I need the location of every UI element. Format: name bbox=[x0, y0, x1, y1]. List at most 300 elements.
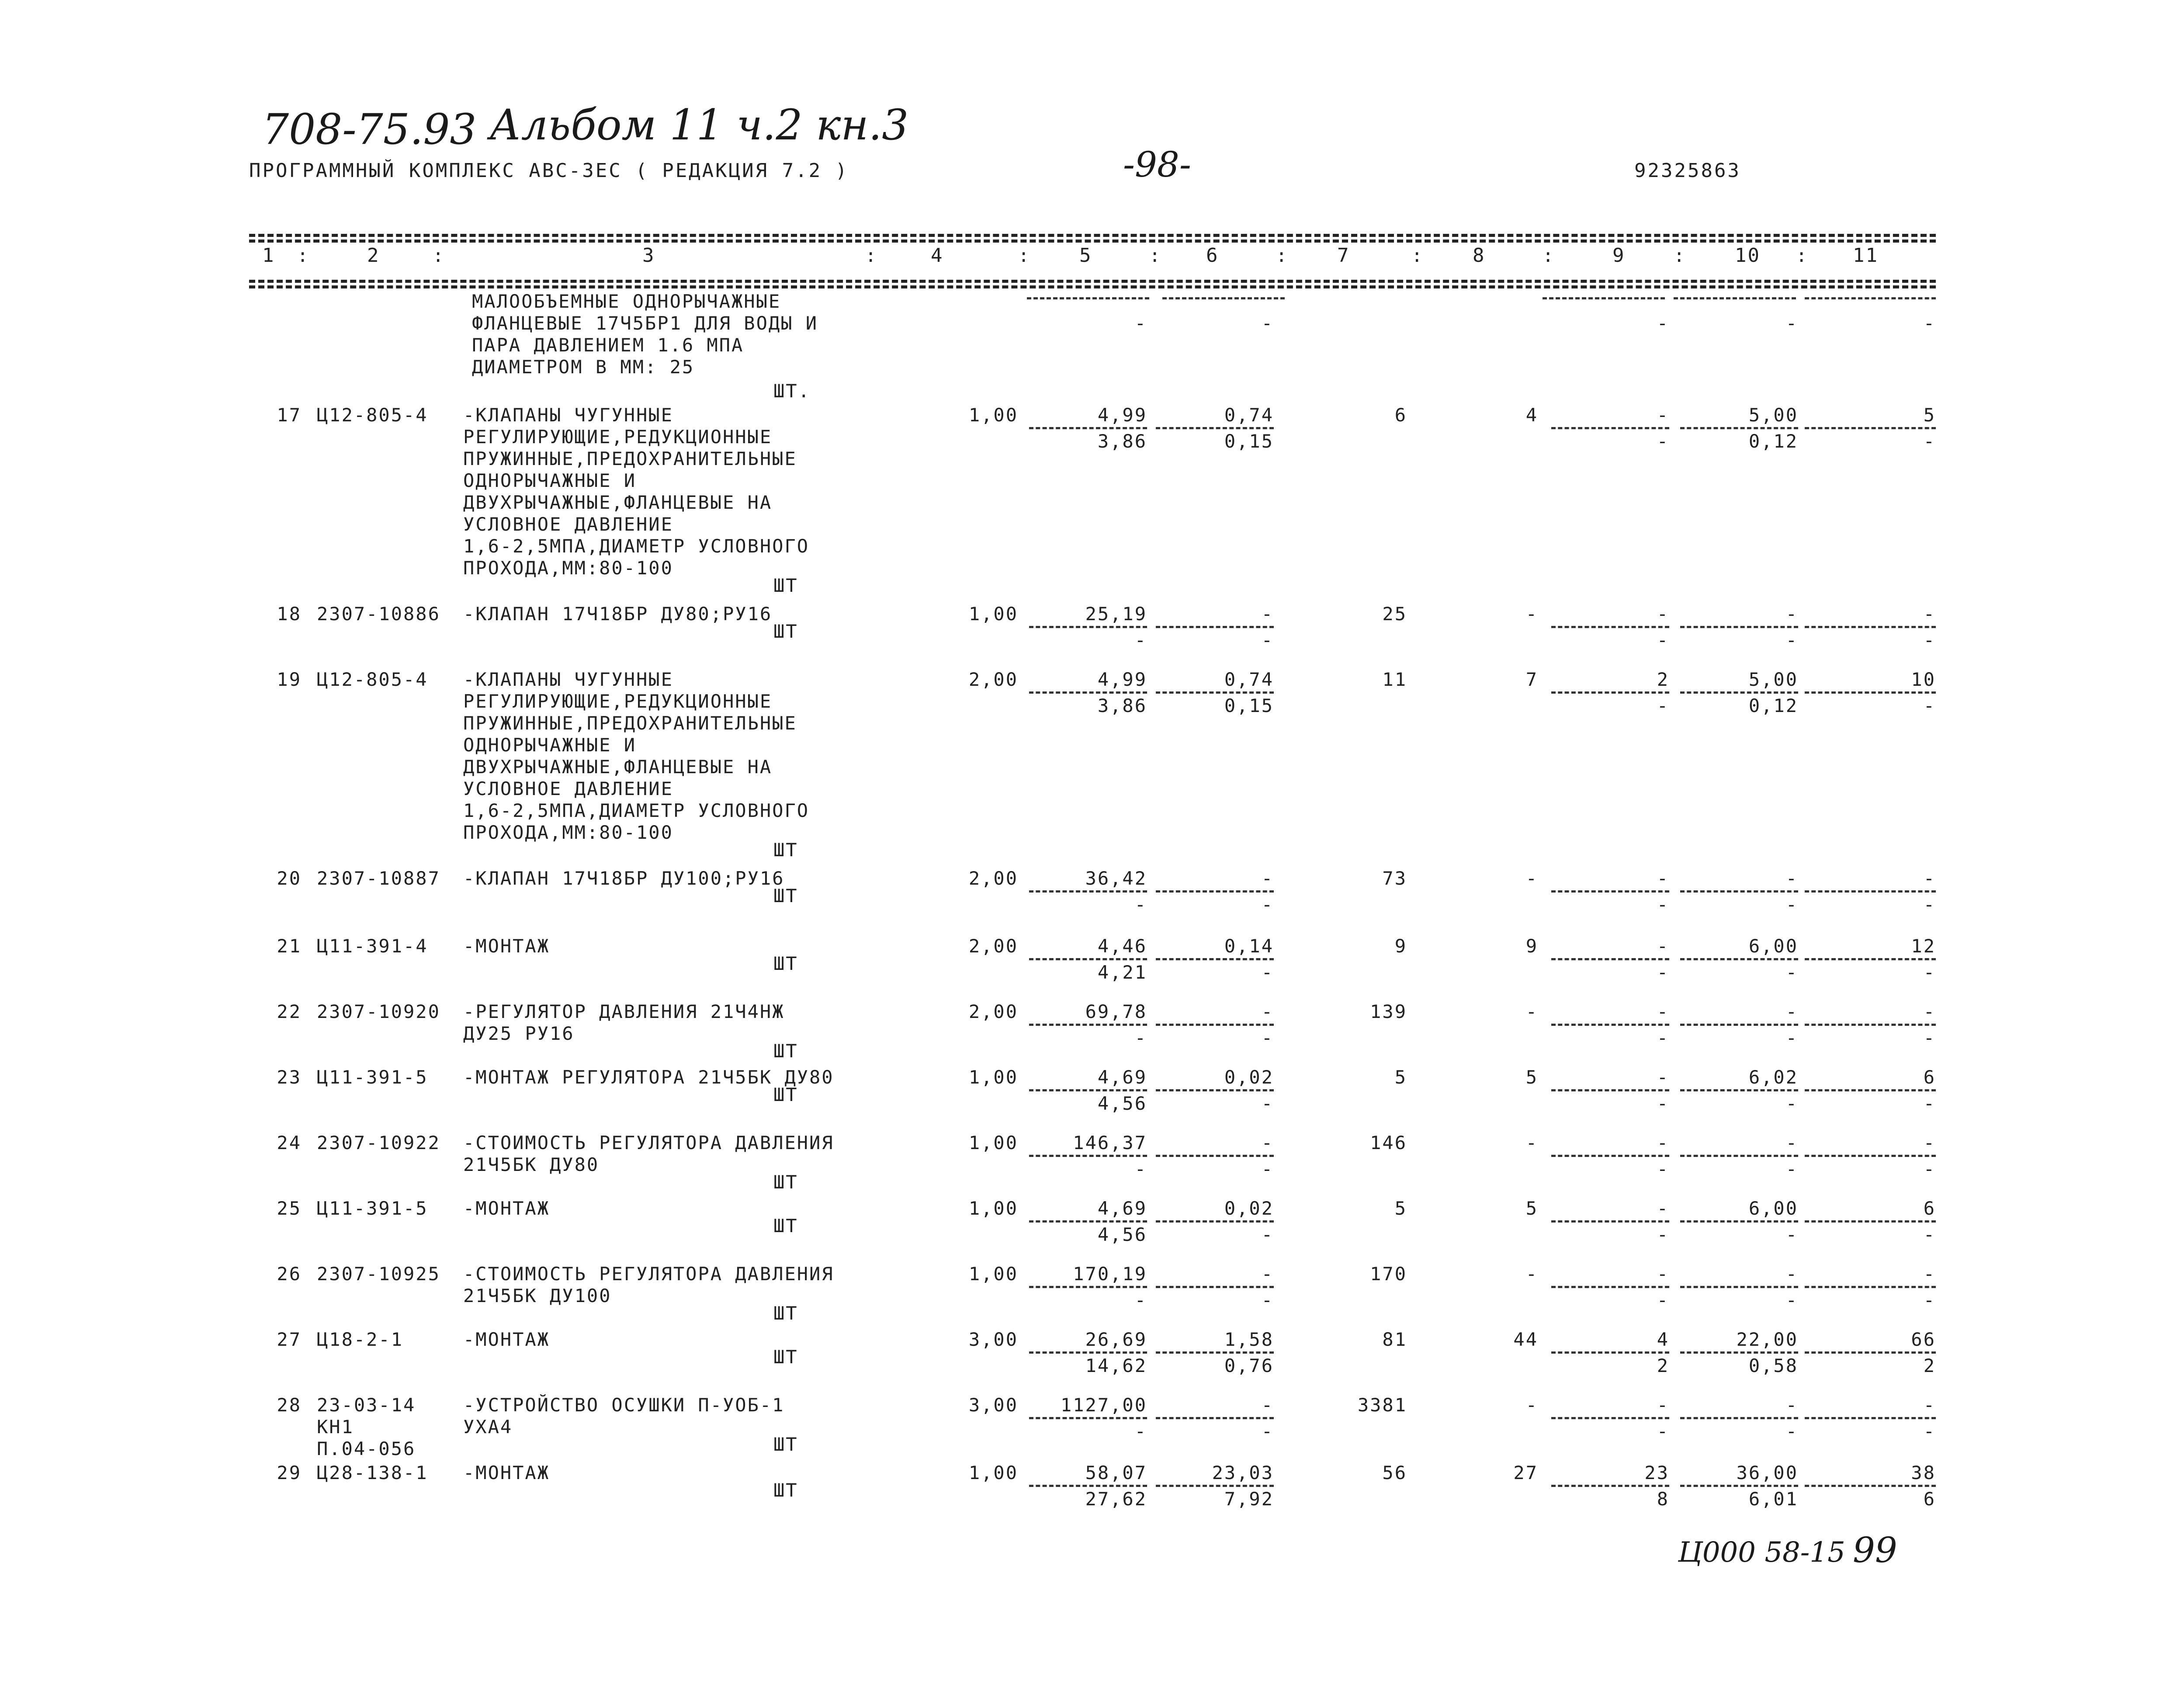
row-c9: - bbox=[1657, 1394, 1669, 1416]
row-description: РЕГУЛИРУЮЩИЕ,РЕДУКЦИОННЫЕ bbox=[463, 426, 773, 448]
column-header-6: 6 bbox=[1206, 244, 1219, 267]
cell-underline bbox=[1680, 1024, 1798, 1026]
column-header-11: 11 bbox=[1853, 244, 1879, 267]
row-c11: 12 bbox=[1911, 935, 1936, 957]
row-description: УСЛОВНОЕ ДАВЛЕНИЕ bbox=[463, 778, 673, 799]
row-number: 22 bbox=[277, 1001, 302, 1022]
row-quantity: 2,00 bbox=[968, 669, 1018, 690]
row-c7: 81 bbox=[1382, 1329, 1407, 1350]
cell-underline bbox=[1551, 958, 1669, 960]
row-c9: - bbox=[1657, 1132, 1669, 1153]
cell-underline bbox=[1805, 1417, 1936, 1419]
row-quantity: 3,00 bbox=[968, 1329, 1018, 1350]
row-c10b: - bbox=[1785, 962, 1798, 983]
row-unit: ШТ bbox=[773, 839, 798, 861]
row-description: ДВУХРЫЧАЖНЫЕ,ФЛАНЦЕВЫЕ НА bbox=[463, 492, 773, 513]
row-c6: - bbox=[1261, 603, 1274, 625]
cell-underline bbox=[1156, 626, 1274, 628]
cell-underline bbox=[1551, 626, 1669, 628]
row-c5: 69,78 bbox=[1085, 1001, 1147, 1022]
row-c10: - bbox=[1785, 868, 1798, 889]
row-number: 23 bbox=[277, 1066, 302, 1088]
row-description: УСЛОВНОЕ ДАВЛЕНИЕ bbox=[463, 514, 673, 535]
row-c8: 7 bbox=[1525, 669, 1538, 690]
column-header-2: 2 bbox=[367, 244, 380, 267]
row-c10b: 0,58 bbox=[1748, 1355, 1798, 1376]
row-unit: ШТ bbox=[773, 1434, 798, 1455]
row-c8: 4 bbox=[1525, 404, 1538, 426]
row-c11b: 6 bbox=[1923, 1488, 1936, 1510]
row-c7: 73 bbox=[1382, 868, 1407, 889]
row-c9b: - bbox=[1657, 695, 1669, 716]
cell-underline bbox=[1680, 1351, 1798, 1354]
row-c11: 6 bbox=[1923, 1066, 1936, 1088]
row-quantity: 1,00 bbox=[968, 1462, 1018, 1483]
cell-underline bbox=[1551, 1286, 1669, 1288]
row-c6b: - bbox=[1261, 1158, 1274, 1180]
row-c5b: 4,56 bbox=[1097, 1093, 1147, 1114]
cell-underline bbox=[1156, 427, 1274, 429]
row-c10: - bbox=[1785, 1001, 1798, 1022]
row-c8: - bbox=[1525, 868, 1538, 889]
top-rule bbox=[249, 234, 1936, 237]
row-code: Ц11-391-4 bbox=[317, 935, 428, 957]
cell-underline bbox=[1680, 1155, 1798, 1157]
row-unit: ШТ bbox=[773, 1171, 798, 1193]
row-description: -КЛАПАН 17Ч18БР ДУ80;РУ16 bbox=[463, 603, 773, 625]
row-unit: ШТ bbox=[773, 885, 798, 907]
row-code: Ц12-805-4 bbox=[317, 669, 428, 690]
row-c5: 4,99 bbox=[1097, 669, 1147, 690]
row-c6: 0,74 bbox=[1224, 669, 1274, 690]
header-rule bbox=[249, 280, 1936, 283]
row-number: 25 bbox=[277, 1198, 302, 1219]
cell-underline bbox=[1551, 427, 1669, 429]
row-description: ОДНОРЫЧАЖНЫЕ И bbox=[463, 470, 637, 491]
row-description: 1,6-2,5МПА,ДИАМЕТР УСЛОВНОГО bbox=[463, 800, 810, 821]
row-code: Ц11-391-5 bbox=[317, 1066, 428, 1088]
cell-underline bbox=[1029, 1417, 1147, 1419]
cell-underline bbox=[1156, 691, 1274, 694]
row-c10b: 6,01 bbox=[1748, 1488, 1798, 1510]
row-c11: - bbox=[1923, 868, 1936, 889]
cell-underline bbox=[1029, 1155, 1147, 1157]
row-c10b: 0,12 bbox=[1748, 431, 1798, 452]
row-quantity: 2,00 bbox=[968, 1001, 1018, 1022]
row-c8: - bbox=[1525, 1001, 1538, 1022]
row-unit: ШТ bbox=[773, 575, 798, 596]
row-c11b: - bbox=[1923, 1093, 1936, 1114]
row-c11b: - bbox=[1923, 1224, 1936, 1245]
row-c5b: 4,56 bbox=[1097, 1224, 1147, 1245]
column-separator: : bbox=[1018, 245, 1031, 266]
cell-underline bbox=[1551, 1024, 1669, 1026]
cell-underline bbox=[1156, 1351, 1274, 1354]
row-c11: - bbox=[1923, 1001, 1936, 1022]
row-c9b: - bbox=[1657, 431, 1669, 452]
cell-underline bbox=[1156, 1485, 1274, 1487]
cell-underline bbox=[1805, 1351, 1936, 1354]
row-c10: 5,00 bbox=[1748, 669, 1798, 690]
intro-line: МАЛООБЪЕМНЫЕ ОДНОРЫЧАЖНЫЕ bbox=[472, 291, 781, 312]
row-c6b: 0,76 bbox=[1224, 1355, 1274, 1376]
cell-underline bbox=[1551, 890, 1669, 893]
row-c7: 139 bbox=[1370, 1001, 1407, 1022]
row-code: КН1 bbox=[317, 1416, 354, 1438]
cell-underline bbox=[1805, 1220, 1936, 1223]
row-c11: 5 bbox=[1923, 404, 1936, 426]
row-description: -МОНТАЖ РЕГУЛЯТОРА 21Ч5БК ДУ80 bbox=[463, 1066, 834, 1088]
row-quantity: 1,00 bbox=[968, 1132, 1018, 1153]
row-number: 17 bbox=[277, 404, 302, 426]
column-separator: : bbox=[1149, 245, 1162, 266]
row-number: 20 bbox=[277, 868, 302, 889]
row-c9b: - bbox=[1657, 629, 1669, 651]
row-c6b: - bbox=[1261, 1289, 1274, 1311]
cell-underline bbox=[1156, 890, 1274, 893]
row-c6: 23,03 bbox=[1212, 1462, 1274, 1483]
row-c8: - bbox=[1525, 1263, 1538, 1285]
cell-underline bbox=[1027, 297, 1149, 299]
row-c10: 36,00 bbox=[1736, 1462, 1798, 1483]
row-c7: 56 bbox=[1382, 1462, 1407, 1483]
intro-line: ДИАМЕТРОМ В ММ: 25 bbox=[472, 356, 695, 378]
row-c8: - bbox=[1525, 1132, 1538, 1153]
column-header-7: 7 bbox=[1337, 244, 1350, 267]
row-c10b: 0,12 bbox=[1748, 695, 1798, 716]
intro-unit: ШТ. bbox=[773, 380, 811, 402]
cell-underline bbox=[1029, 958, 1147, 960]
row-c9: - bbox=[1657, 404, 1669, 426]
row-c6: 0,02 bbox=[1224, 1066, 1274, 1088]
cell-underline bbox=[1805, 1024, 1936, 1026]
row-c9b: 2 bbox=[1657, 1355, 1669, 1376]
row-c10b: - bbox=[1785, 1158, 1798, 1180]
row-c9b: - bbox=[1657, 894, 1669, 915]
row-unit: ШТ bbox=[773, 1480, 798, 1501]
row-unit: ШТ bbox=[773, 1303, 798, 1324]
cell-underline bbox=[1805, 297, 1936, 299]
row-c11: - bbox=[1923, 1132, 1936, 1153]
row-c6: 0,02 bbox=[1224, 1198, 1274, 1219]
cell-underline bbox=[1805, 958, 1936, 960]
row-unit: ШТ bbox=[773, 953, 798, 974]
row-c5: 4,69 bbox=[1097, 1066, 1147, 1088]
row-description: ДУ25 РУ16 bbox=[463, 1023, 575, 1044]
doc-number: 92325863 bbox=[1634, 160, 1741, 182]
row-c5b: - bbox=[1134, 1289, 1147, 1311]
row-c6b: - bbox=[1261, 1421, 1274, 1442]
row-c5: 25,19 bbox=[1085, 603, 1147, 625]
cell-underline bbox=[1156, 1024, 1274, 1026]
row-c6: - bbox=[1261, 1394, 1274, 1416]
row-number: 28 bbox=[277, 1394, 302, 1416]
row-c8: 9 bbox=[1525, 935, 1538, 957]
row-c5b: - bbox=[1134, 1027, 1147, 1049]
row-c7: 170 bbox=[1370, 1263, 1407, 1285]
row-c5: 26,69 bbox=[1085, 1329, 1147, 1350]
cell-underline bbox=[1680, 1417, 1798, 1419]
cell-underline bbox=[1805, 691, 1936, 694]
cell-underline bbox=[1029, 1024, 1147, 1026]
column-separator: : bbox=[1674, 245, 1686, 266]
row-c6b: - bbox=[1261, 962, 1274, 983]
top-rule-2 bbox=[249, 240, 1936, 243]
row-description: ПРОХОДА,ММ:80-100 bbox=[463, 822, 673, 843]
row-c6b: - bbox=[1261, 894, 1274, 915]
cell-underline bbox=[1674, 297, 1796, 299]
row-c5: 4,69 bbox=[1097, 1198, 1147, 1219]
row-c11b: - bbox=[1923, 431, 1936, 452]
row-c7: 6 bbox=[1394, 404, 1407, 426]
row-c8: - bbox=[1525, 603, 1538, 625]
column-separator: : bbox=[297, 245, 310, 266]
row-c10: - bbox=[1785, 1132, 1798, 1153]
row-c6: - bbox=[1261, 1132, 1274, 1153]
column-header-10: 10 bbox=[1735, 244, 1761, 267]
row-description: -КЛАПАН 17Ч18БР ДУ100;РУ16 bbox=[463, 868, 785, 889]
row-c5: 4,99 bbox=[1097, 404, 1147, 426]
page-number: -98- bbox=[1123, 144, 1191, 185]
intro-c9: - bbox=[1657, 313, 1669, 334]
row-c6: - bbox=[1261, 868, 1274, 889]
row-number: 24 bbox=[277, 1132, 302, 1153]
row-description: -СТОИМОСТЬ РЕГУЛЯТОРА ДАВЛЕНИЯ bbox=[463, 1263, 834, 1285]
row-description: -МОНТАЖ bbox=[463, 935, 550, 957]
row-c10b: - bbox=[1785, 894, 1798, 915]
row-description: -РЕГУЛЯТОР ДАВЛЕНИЯ 21Ч4НЖ bbox=[463, 1001, 785, 1022]
cell-underline bbox=[1029, 1220, 1147, 1223]
row-c5: 4,46 bbox=[1097, 935, 1147, 957]
row-description: -СТОИМОСТЬ РЕГУЛЯТОРА ДАВЛЕНИЯ bbox=[463, 1132, 834, 1153]
row-description: 1,6-2,5МПА,ДИАМЕТР УСЛОВНОГО bbox=[463, 535, 810, 557]
row-c5b: 27,62 bbox=[1085, 1488, 1147, 1510]
row-c9b: - bbox=[1657, 1158, 1669, 1180]
row-c5b: 3,86 bbox=[1097, 431, 1147, 452]
row-description: ПРУЖИННЫЕ,ПРЕДОХРАНИТЕЛЬНЫЕ bbox=[463, 712, 797, 734]
row-c6b: - bbox=[1261, 629, 1274, 651]
row-c8: 5 bbox=[1525, 1066, 1538, 1088]
row-c6: - bbox=[1261, 1263, 1274, 1285]
row-c8: 44 bbox=[1513, 1329, 1538, 1350]
row-c11b: - bbox=[1923, 629, 1936, 651]
cell-underline bbox=[1551, 1417, 1669, 1419]
row-c11b: - bbox=[1923, 1289, 1936, 1311]
row-c9: - bbox=[1657, 1066, 1669, 1088]
row-c7: 5 bbox=[1394, 1198, 1407, 1219]
row-c5: 170,19 bbox=[1073, 1263, 1147, 1285]
row-c11: - bbox=[1923, 1394, 1936, 1416]
row-c5b: - bbox=[1134, 1158, 1147, 1180]
row-c5b: 4,21 bbox=[1097, 962, 1147, 983]
row-c11: 10 bbox=[1911, 669, 1936, 690]
cell-underline bbox=[1680, 890, 1798, 893]
cell-underline bbox=[1156, 1155, 1274, 1157]
cell-underline bbox=[1543, 297, 1665, 299]
handwritten-code: 708-75.93 bbox=[262, 105, 477, 154]
cell-underline bbox=[1029, 1485, 1147, 1487]
row-c7: 5 bbox=[1394, 1066, 1407, 1088]
row-quantity: 2,00 bbox=[968, 868, 1018, 889]
row-c11: 38 bbox=[1911, 1462, 1936, 1483]
row-c5: 36,42 bbox=[1085, 868, 1147, 889]
row-quantity: 3,00 bbox=[968, 1394, 1018, 1416]
row-c10: 5,00 bbox=[1748, 404, 1798, 426]
row-code: Ц18-2-1 bbox=[317, 1329, 404, 1350]
row-c9: - bbox=[1657, 935, 1669, 957]
cell-underline bbox=[1805, 427, 1936, 429]
row-c11: - bbox=[1923, 1263, 1936, 1285]
cell-underline bbox=[1680, 427, 1798, 429]
row-c10: 6,00 bbox=[1748, 1198, 1798, 1219]
row-code: 2307-10887 bbox=[317, 868, 440, 889]
row-code: П.04-056 bbox=[317, 1438, 416, 1459]
row-c6: - bbox=[1261, 1001, 1274, 1022]
row-number: 19 bbox=[277, 669, 302, 690]
row-c9: - bbox=[1657, 1198, 1669, 1219]
cell-underline bbox=[1029, 890, 1147, 893]
header-rule-2 bbox=[249, 285, 1936, 288]
row-c6: 0,14 bbox=[1224, 935, 1274, 957]
row-c8: 5 bbox=[1525, 1198, 1538, 1219]
intro-c6: - bbox=[1261, 313, 1274, 334]
cell-underline bbox=[1156, 958, 1274, 960]
cell-underline bbox=[1680, 626, 1798, 628]
row-c10b: - bbox=[1785, 1224, 1798, 1245]
column-header-3: 3 bbox=[642, 244, 655, 267]
row-code: 23-03-14 bbox=[317, 1394, 416, 1416]
row-description: ПРУЖИННЫЕ,ПРЕДОХРАНИТЕЛЬНЫЕ bbox=[463, 448, 797, 469]
row-c6: 0,74 bbox=[1224, 404, 1274, 426]
row-description: 21Ч5БК ДУ100 bbox=[463, 1285, 612, 1306]
cell-underline bbox=[1551, 1485, 1669, 1487]
row-number: 21 bbox=[277, 935, 302, 957]
row-unit: ШТ bbox=[773, 1215, 798, 1237]
row-c6b: - bbox=[1261, 1093, 1274, 1114]
row-c11b: 2 bbox=[1923, 1355, 1936, 1376]
cell-underline bbox=[1029, 1286, 1147, 1288]
row-c9b: - bbox=[1657, 1027, 1669, 1049]
row-c10b: - bbox=[1785, 1289, 1798, 1311]
row-c9b: 8 bbox=[1657, 1488, 1669, 1510]
row-c5b: - bbox=[1134, 1421, 1147, 1442]
row-description: 21Ч5БК ДУ80 bbox=[463, 1154, 600, 1175]
cell-underline bbox=[1156, 1220, 1274, 1223]
row-unit: ШТ bbox=[773, 1040, 798, 1062]
row-c10: 6,02 bbox=[1748, 1066, 1798, 1088]
cell-underline bbox=[1551, 691, 1669, 694]
row-code: 2307-10925 bbox=[317, 1263, 440, 1285]
row-c10b: - bbox=[1785, 629, 1798, 651]
row-code: Ц11-391-5 bbox=[317, 1198, 428, 1219]
column-header-1: 1 bbox=[262, 244, 275, 267]
row-description: ПРОХОДА,ММ:80-100 bbox=[463, 557, 673, 579]
row-c11b: - bbox=[1923, 1027, 1936, 1049]
row-c11b: - bbox=[1923, 962, 1936, 983]
column-header-5: 5 bbox=[1079, 244, 1092, 267]
cell-underline bbox=[1680, 1220, 1798, 1223]
row-c9: - bbox=[1657, 868, 1669, 889]
footer-page: 99 bbox=[1853, 1530, 1897, 1570]
row-quantity: 1,00 bbox=[968, 603, 1018, 625]
row-c5: 146,37 bbox=[1073, 1132, 1147, 1153]
row-c7: 3381 bbox=[1357, 1394, 1407, 1416]
row-code: 2307-10922 bbox=[317, 1132, 440, 1153]
cell-underline bbox=[1156, 1286, 1274, 1288]
row-c11b: - bbox=[1923, 1421, 1936, 1442]
program-line: ПРОГРАММНЫЙ КОМПЛЕКС АВС-3ЕС ( РЕДАКЦИЯ 7.2 ) bbox=[249, 160, 849, 182]
row-c9: 4 bbox=[1657, 1329, 1669, 1350]
row-quantity: 1,00 bbox=[968, 1066, 1018, 1088]
row-c10: - bbox=[1785, 1394, 1798, 1416]
row-c11: - bbox=[1923, 603, 1936, 625]
row-c9b: - bbox=[1657, 1093, 1669, 1114]
cell-underline bbox=[1805, 1286, 1936, 1288]
row-quantity: 1,00 bbox=[968, 1263, 1018, 1285]
row-description: РЕГУЛИРУЮЩИЕ,РЕДУКЦИОННЫЕ bbox=[463, 691, 773, 712]
row-c6b: 0,15 bbox=[1224, 431, 1274, 452]
column-separator: : bbox=[865, 245, 878, 266]
row-description: -КЛАПАНЫ ЧУГУННЫЕ bbox=[463, 404, 673, 426]
cell-underline bbox=[1805, 1089, 1936, 1091]
row-c11: 6 bbox=[1923, 1198, 1936, 1219]
cell-underline bbox=[1680, 1485, 1798, 1487]
row-code: Ц12-805-4 bbox=[317, 404, 428, 426]
cell-underline bbox=[1805, 626, 1936, 628]
row-unit: ШТ bbox=[773, 1084, 798, 1105]
row-quantity: 1,00 bbox=[968, 1198, 1018, 1219]
cell-underline bbox=[1029, 1089, 1147, 1091]
row-description: -КЛАПАНЫ ЧУГУННЫЕ bbox=[463, 669, 673, 690]
row-c10: 22,00 bbox=[1736, 1329, 1798, 1350]
row-c11b: - bbox=[1923, 695, 1936, 716]
intro-c11: - bbox=[1923, 313, 1936, 334]
column-separator: : bbox=[433, 245, 445, 266]
row-code: Ц28-138-1 bbox=[317, 1462, 428, 1483]
row-c5b: 14,62 bbox=[1085, 1355, 1147, 1376]
row-number: 29 bbox=[277, 1462, 302, 1483]
cell-underline bbox=[1551, 1351, 1669, 1354]
footer-stamp: Ц000 58-15 bbox=[1678, 1536, 1845, 1569]
cell-underline bbox=[1680, 1286, 1798, 1288]
row-c9: - bbox=[1657, 1263, 1669, 1285]
column-separator: : bbox=[1543, 245, 1555, 266]
row-c6b: 7,92 bbox=[1224, 1488, 1274, 1510]
row-c8: - bbox=[1525, 1394, 1538, 1416]
row-c9: 23 bbox=[1644, 1462, 1669, 1483]
row-description: ДВУХРЫЧАЖНЫЕ,ФЛАНЦЕВЫЕ НА bbox=[463, 756, 773, 778]
row-c10: 6,00 bbox=[1748, 935, 1798, 957]
row-c9: - bbox=[1657, 603, 1669, 625]
row-description: -МОНТАЖ bbox=[463, 1198, 550, 1219]
row-c7: 146 bbox=[1370, 1132, 1407, 1153]
cell-underline bbox=[1029, 427, 1147, 429]
row-c5: 1127,00 bbox=[1060, 1394, 1147, 1416]
intro-c5: - bbox=[1134, 313, 1147, 334]
cell-underline bbox=[1680, 691, 1798, 694]
cell-underline bbox=[1680, 1089, 1798, 1091]
row-c9b: - bbox=[1657, 1421, 1669, 1442]
cell-underline bbox=[1029, 691, 1147, 694]
row-c9b: - bbox=[1657, 1289, 1669, 1311]
cell-underline bbox=[1029, 1351, 1147, 1354]
handwritten-album: Альбом 11 ч.2 кн.3 bbox=[489, 101, 909, 149]
column-separator: : bbox=[1276, 245, 1289, 266]
row-description: -УСТРОЙСТВО ОСУШКИ П-УОБ-1 bbox=[463, 1394, 785, 1416]
row-code: 2307-10920 bbox=[317, 1001, 440, 1022]
row-unit: ШТ bbox=[773, 1346, 798, 1368]
row-c6b: - bbox=[1261, 1224, 1274, 1245]
